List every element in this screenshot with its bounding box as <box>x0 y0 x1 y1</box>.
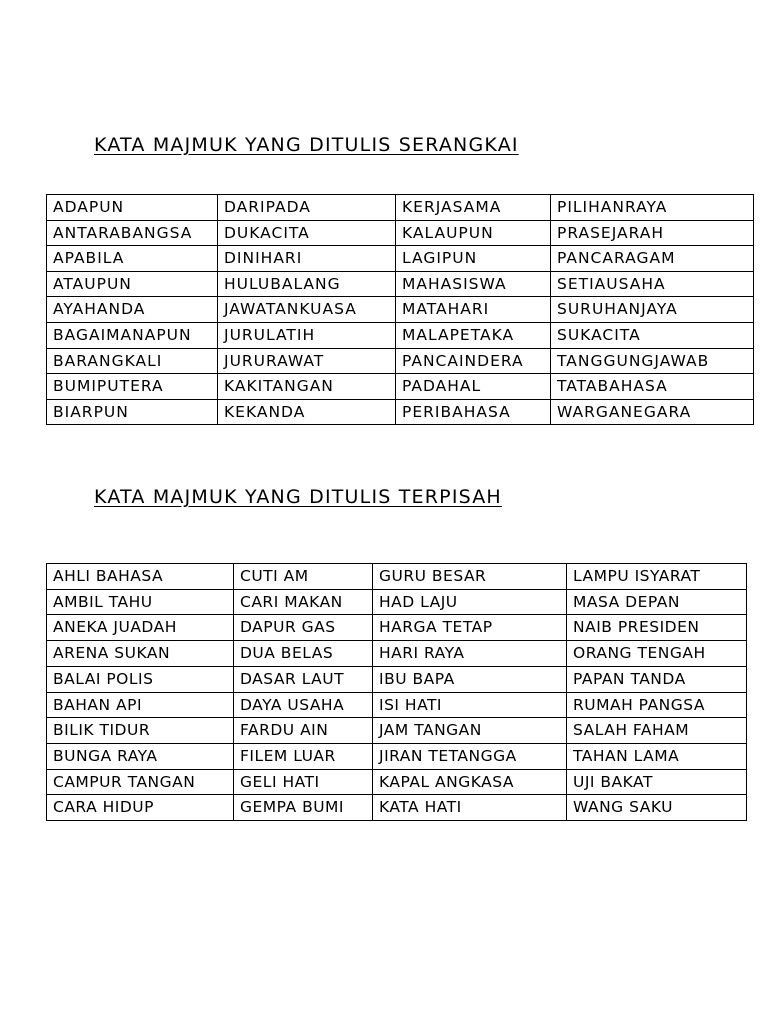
table-cell: AMBIL TAHU <box>47 589 234 615</box>
table-row <box>47 195 754 221</box>
table-cell: CARA HIDUP <box>47 795 234 821</box>
table-cell: TANGGUNGJAWAB <box>551 348 754 374</box>
table-cell: SALAH FAHAM <box>567 718 747 744</box>
table-cell: KEKANDA <box>218 399 396 425</box>
table-row <box>47 348 754 374</box>
table-cell: BILIK TIDUR <box>47 718 234 744</box>
table-cell: JURULATIH <box>218 322 396 348</box>
table-row <box>47 271 754 297</box>
table-cell: HARI RAYA <box>373 641 567 667</box>
table-cell: KERJASAMA <box>396 195 551 221</box>
table-cell: UJI BAKAT <box>567 769 747 795</box>
table-cell: ADAPUN <box>47 195 218 221</box>
table-cell: ATAUPUN <box>47 271 218 297</box>
table-cell: MASA DEPAN <box>567 589 747 615</box>
table-cell: ORANG TENGAH <box>567 641 747 667</box>
table-row <box>47 246 754 272</box>
table-cell: FILEM LUAR <box>234 743 373 769</box>
table-row <box>47 322 754 348</box>
table-row <box>47 769 747 795</box>
table-cell: GEMPA BUMI <box>234 795 373 821</box>
table-cell: LAGIPUN <box>396 246 551 272</box>
table-cell: KAKITANGAN <box>218 374 396 400</box>
table-cell: SURUHANJAYA <box>551 297 754 323</box>
table-cell: WARGANEGARA <box>551 399 754 425</box>
table-cell: BAHAN API <box>47 692 234 718</box>
table-cell: PRASEJARAH <box>551 220 754 246</box>
table-cell: HULUBALANG <box>218 271 396 297</box>
table-cell: JIRAN TETANGGA <box>373 743 567 769</box>
word-table-serangkai <box>46 194 754 425</box>
table-cell: HAD LAJU <box>373 589 567 615</box>
table-cell: ANEKA JUADAH <box>47 615 234 641</box>
table-cell: ANTARABANGSA <box>47 220 218 246</box>
table-row <box>47 564 747 590</box>
table-cell: HARGA TETAP <box>373 615 567 641</box>
table-cell: IBU BAPA <box>373 666 567 692</box>
table-cell: ARENA SUKAN <box>47 641 234 667</box>
table-cell: RUMAH PANGSA <box>567 692 747 718</box>
table-cell: PANCARAGAM <box>551 246 754 272</box>
table-row <box>47 666 747 692</box>
table-cell: PILIHANRAYA <box>551 195 754 221</box>
table-cell: BUMIPUTERA <box>47 374 218 400</box>
table-cell: AHLI BAHASA <box>47 564 234 590</box>
table-cell: GELI HATI <box>234 769 373 795</box>
table-cell: CAMPUR TANGAN <box>47 769 234 795</box>
table-cell: DINIHARI <box>218 246 396 272</box>
table-row <box>47 615 747 641</box>
table-cell: BUNGA RAYA <box>47 743 234 769</box>
table-cell: DAPUR GAS <box>234 615 373 641</box>
table-cell: AYAHANDA <box>47 297 218 323</box>
table-cell: MATAHARI <box>396 297 551 323</box>
table-cell: DUKACITA <box>218 220 396 246</box>
section-heading-serangkai: KATA MAJMUK YANG DITULIS SERANGKAI <box>94 134 519 156</box>
word-table-terpisah <box>46 563 747 821</box>
table-cell: CARI MAKAN <box>234 589 373 615</box>
table-row <box>47 795 747 821</box>
table-cell: KATA HATI <box>373 795 567 821</box>
table-row <box>47 692 747 718</box>
table-cell: JURURAWAT <box>218 348 396 374</box>
table-row <box>47 589 747 615</box>
table-cell: TAHAN LAMA <box>567 743 747 769</box>
table-cell: GURU BESAR <box>373 564 567 590</box>
table-cell: FARDU AIN <box>234 718 373 744</box>
table-cell: JAM TANGAN <box>373 718 567 744</box>
table-row <box>47 399 754 425</box>
table-row <box>47 641 747 667</box>
table-cell: LAMPU ISYARAT <box>567 564 747 590</box>
table-cell: KAPAL ANGKASA <box>373 769 567 795</box>
table-cell: MAHASISWA <box>396 271 551 297</box>
table-cell: MALAPETAKA <box>396 322 551 348</box>
table-cell: DARIPADA <box>218 195 396 221</box>
table-row <box>47 220 754 246</box>
table-cell: DAYA USAHA <box>234 692 373 718</box>
table-cell: APABILA <box>47 246 218 272</box>
table-cell: TATABAHASA <box>551 374 754 400</box>
table-cell: DUA BELAS <box>234 641 373 667</box>
table-cell: NAIB PRESIDEN <box>567 615 747 641</box>
table-cell: BARANGKALI <box>47 348 218 374</box>
table-cell: CUTI AM <box>234 564 373 590</box>
table-cell: SUKACITA <box>551 322 754 348</box>
table-cell: KALAUPUN <box>396 220 551 246</box>
table-row <box>47 374 754 400</box>
table-cell: BIARPUN <box>47 399 218 425</box>
table-row <box>47 297 754 323</box>
table-cell: PANCAINDERA <box>396 348 551 374</box>
table-cell: PAPAN TANDA <box>567 666 747 692</box>
table-row <box>47 743 747 769</box>
table-cell: BALAI POLIS <box>47 666 234 692</box>
table-cell: PADAHAL <box>396 374 551 400</box>
table-cell: PERIBAHASA <box>396 399 551 425</box>
table-cell: SETIAUSAHA <box>551 271 754 297</box>
table-cell: BAGAIMANAPUN <box>47 322 218 348</box>
table-row <box>47 718 747 744</box>
table-cell: DASAR LAUT <box>234 666 373 692</box>
table-cell: ISI HATI <box>373 692 567 718</box>
table-cell: WANG SAKU <box>567 795 747 821</box>
section-heading-terpisah: KATA MAJMUK YANG DITULIS TERPISAH <box>94 486 502 508</box>
table-cell: JAWATANKUASA <box>218 297 396 323</box>
